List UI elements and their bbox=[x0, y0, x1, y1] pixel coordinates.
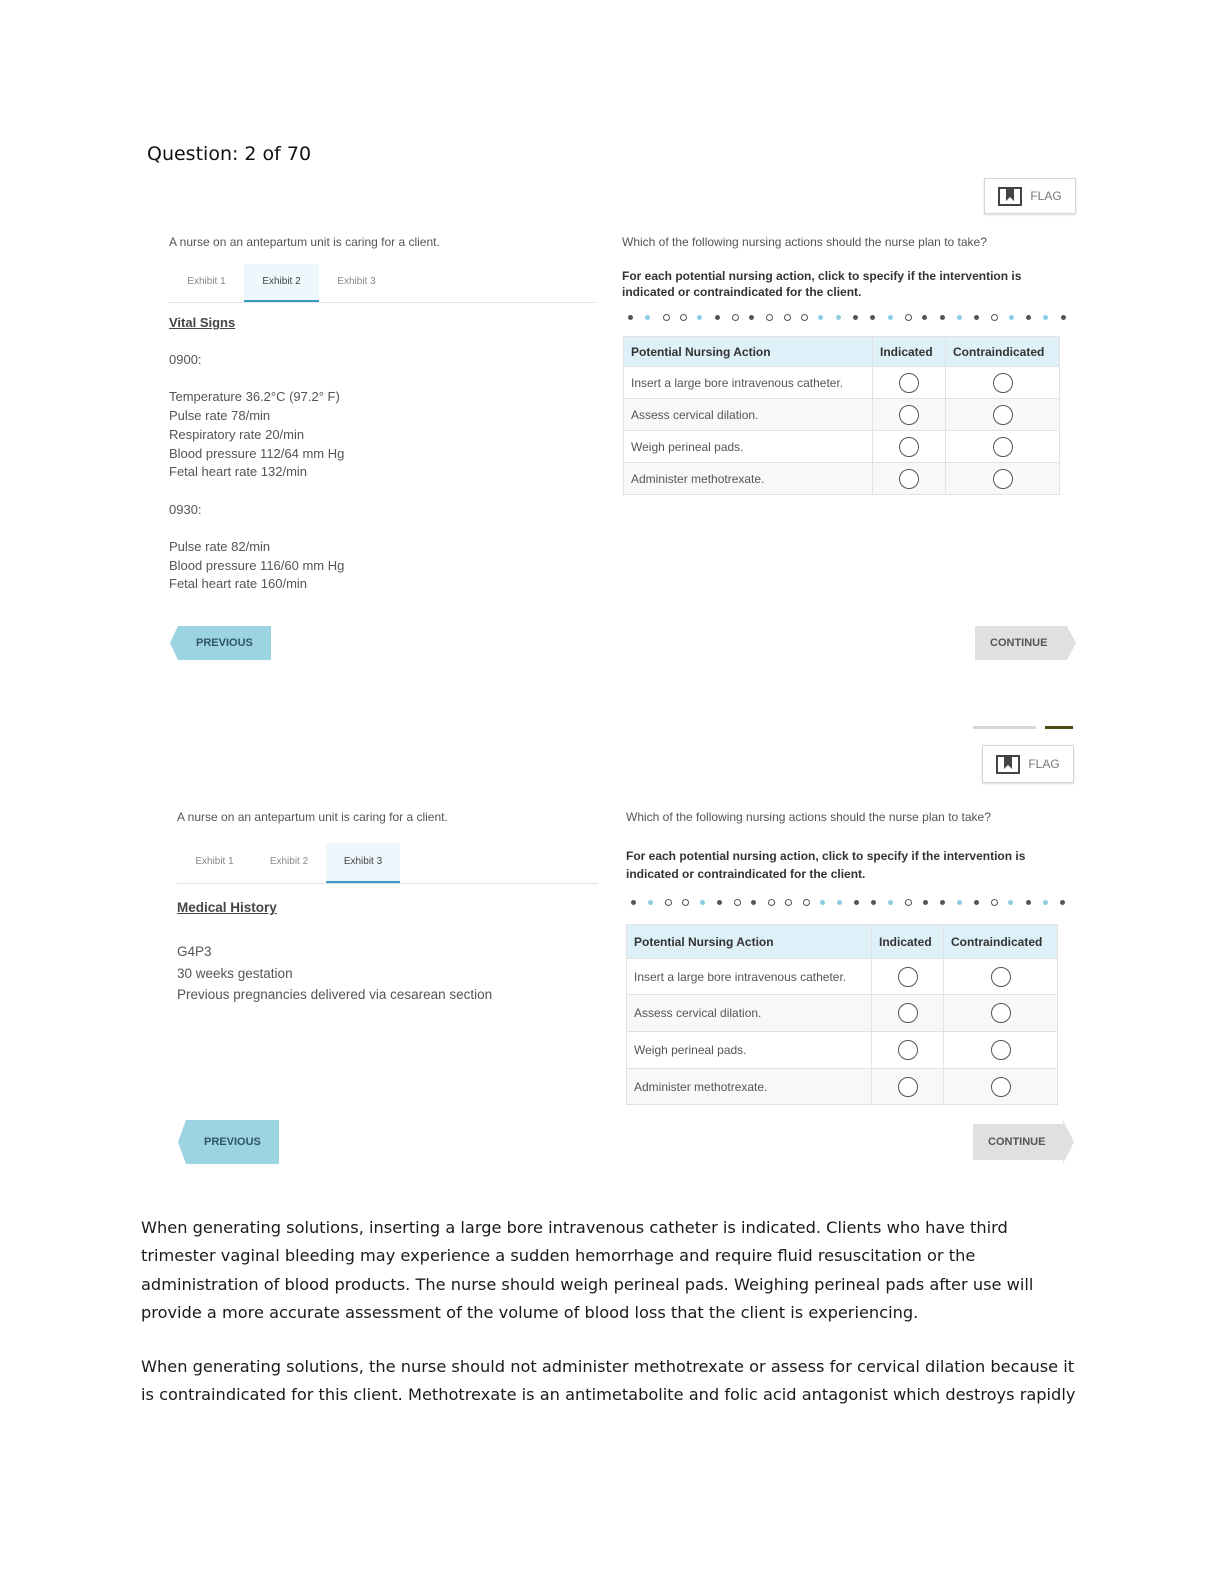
progress-dot bbox=[749, 315, 754, 320]
progress-dot bbox=[801, 314, 808, 321]
indicated-cell bbox=[873, 399, 946, 431]
previous-label: PREVIOUS bbox=[204, 1136, 261, 1148]
progress-dot bbox=[631, 900, 636, 905]
indicated-radio[interactable] bbox=[898, 1040, 918, 1060]
progress-dot bbox=[768, 899, 775, 906]
progress-dot bbox=[1060, 900, 1065, 905]
exhibit-line: Pulse rate 82/min bbox=[169, 539, 271, 555]
progress-dot bbox=[905, 899, 912, 906]
exhibit-content bbox=[169, 351, 344, 594]
progress-dot bbox=[974, 315, 979, 320]
exhibit-tabs bbox=[169, 264, 596, 303]
question-text: Which of the following nursing actions should the nurse plan to take? bbox=[626, 810, 991, 824]
progress-dot bbox=[837, 900, 842, 905]
progress-dot bbox=[836, 315, 841, 320]
contraindicated-radio[interactable] bbox=[991, 1040, 1011, 1060]
progress-dot bbox=[991, 314, 998, 321]
indicated-cell bbox=[873, 367, 946, 399]
indicated-cell bbox=[872, 959, 944, 995]
progress-dot bbox=[957, 315, 962, 320]
progress-dot bbox=[1009, 315, 1014, 320]
table-row bbox=[627, 1032, 1058, 1069]
action-label: Weigh perineal pads. bbox=[624, 431, 873, 463]
previous-button[interactable] bbox=[178, 1120, 279, 1164]
tab-exhibit-3[interactable]: Exhibit 3 bbox=[337, 276, 376, 287]
table-row bbox=[624, 399, 1060, 431]
flag-button[interactable] bbox=[982, 745, 1074, 783]
indicated-cell bbox=[872, 1069, 944, 1105]
separator-line bbox=[973, 726, 1036, 729]
exhibit-line: Respiratory rate 20/min bbox=[169, 426, 305, 442]
progress-dot bbox=[940, 315, 945, 320]
separator-line-dark bbox=[1045, 726, 1073, 729]
exhibit-content bbox=[177, 941, 492, 1006]
contraindicated-cell bbox=[944, 959, 1058, 995]
indicated-radio[interactable] bbox=[898, 1003, 918, 1023]
exhibit-line bbox=[169, 482, 344, 501]
progress-dot bbox=[922, 315, 927, 320]
exhibit-line: Blood pressure 116/60 mm Hg bbox=[169, 557, 345, 573]
contraindicated-radio[interactable] bbox=[991, 1077, 1011, 1097]
progress-dot bbox=[888, 315, 893, 320]
progress-dot bbox=[853, 315, 858, 320]
indicated-radio[interactable] bbox=[899, 405, 919, 425]
progress-dot bbox=[648, 900, 653, 905]
indicated-radio[interactable] bbox=[898, 1077, 918, 1097]
progress-dot bbox=[1043, 900, 1048, 905]
exhibit-line: Temperature 36.2°C (97.2° F) bbox=[169, 389, 340, 405]
question-stem: A nurse on an antepartum unit is caring for a client. bbox=[177, 810, 448, 824]
action-label: Administer methotrexate. bbox=[624, 463, 873, 495]
progress-dots bbox=[631, 899, 1077, 907]
exhibit-line: 0900: bbox=[169, 352, 202, 367]
progress-dot bbox=[820, 900, 825, 905]
exhibit-line: Blood pressure 112/64 mm Hg bbox=[169, 445, 345, 461]
progress-dot bbox=[818, 315, 823, 320]
progress-dot bbox=[888, 900, 893, 905]
continue-button[interactable] bbox=[973, 1120, 1074, 1164]
table-row bbox=[624, 431, 1060, 463]
progress-dot bbox=[715, 315, 720, 320]
action-label: Weigh perineal pads. bbox=[627, 1032, 872, 1069]
progress-dot bbox=[871, 900, 876, 905]
question-stem: A nurse on an antepartum unit is caring for a client. bbox=[169, 235, 440, 249]
contraindicated-radio[interactable] bbox=[993, 405, 1013, 425]
contraindicated-radio[interactable] bbox=[991, 1003, 1011, 1023]
bookmark-flag-icon bbox=[998, 186, 1022, 206]
contraindicated-cell bbox=[946, 399, 1060, 431]
tab-exhibit-1[interactable]: Exhibit 1 bbox=[195, 856, 234, 867]
contraindicated-cell bbox=[946, 367, 1060, 399]
instruction-text: For each potential nursing action, click to specify if the intervention is indicated or contraindicated for the client. bbox=[626, 849, 1026, 881]
progress-dot bbox=[905, 314, 912, 321]
question-counter: Question: 2 of 70 bbox=[147, 143, 312, 165]
progress-dot bbox=[732, 314, 739, 321]
instruction-text: For each potential nursing action, click to specify if the intervention is indicated or contraindicated for the client. bbox=[622, 269, 1022, 299]
action-label: Assess cervical dilation. bbox=[624, 399, 873, 431]
rationale-paragraph-2: When generating solutions, the nurse should not administer methotrexate or assess for cervical dilation because it is contraindicated for this client. Methotrexate is an antimetabolite and folic acid antagonist which destroys rapidly bbox=[141, 1357, 1076, 1405]
column-header-action: Potential Nursing Action bbox=[627, 925, 872, 959]
column-header-action: Potential Nursing Action bbox=[624, 337, 873, 367]
nursing-action-table bbox=[626, 924, 1058, 1105]
progress-dot bbox=[854, 900, 859, 905]
progress-dot bbox=[803, 899, 810, 906]
flag-button[interactable] bbox=[984, 178, 1076, 214]
progress-dot bbox=[923, 900, 928, 905]
exhibit-line: 0930: bbox=[169, 501, 202, 517]
previous-label: PREVIOUS bbox=[196, 637, 253, 649]
progress-dot bbox=[991, 899, 998, 906]
table-row bbox=[627, 959, 1058, 995]
progress-dot bbox=[751, 900, 756, 905]
tab-exhibit-3[interactable]: Exhibit 3 bbox=[326, 843, 400, 883]
action-label: Assess cervical dilation. bbox=[627, 995, 872, 1032]
previous-button[interactable] bbox=[170, 626, 271, 660]
progress-dot bbox=[974, 900, 979, 905]
indicated-cell bbox=[873, 431, 946, 463]
exhibit-line: Pulse rate 78/min bbox=[169, 408, 271, 424]
exhibit-line: Fetal heart rate 132/min bbox=[169, 464, 308, 480]
table-row bbox=[627, 1069, 1058, 1105]
bookmark-flag-icon bbox=[996, 754, 1020, 774]
table-row bbox=[627, 995, 1058, 1032]
rationale-paragraph-1: When generating solutions, inserting a large bore intravenous catheter is indicated. Clients who have third trimester vaginal bleeding may experience a sudden hemorrhage and require fluid resuscitation or the administration of blood products. The nurse should weigh perineal pads. Weighing perineal pads after use will provide a more accurate assessment of the volume of blood loss that the client is experiencing. bbox=[141, 1218, 1034, 1322]
progress-dot bbox=[1043, 315, 1048, 320]
progress-dot bbox=[663, 314, 670, 321]
contraindicated-radio[interactable] bbox=[993, 469, 1013, 489]
tab-exhibit-2[interactable]: Exhibit 2 bbox=[244, 264, 319, 302]
indicated-cell bbox=[872, 995, 944, 1032]
nursing-action-table bbox=[623, 336, 1060, 495]
progress-dot bbox=[1061, 315, 1066, 320]
exhibit-line: Previous pregnancies delivered via cesarean section bbox=[177, 987, 493, 1002]
progress-dot bbox=[766, 314, 773, 321]
column-header-indicated: Indicated bbox=[873, 337, 946, 367]
exhibit-section-title: Medical History bbox=[177, 900, 277, 915]
progress-dot bbox=[940, 900, 945, 905]
contraindicated-cell bbox=[944, 1032, 1058, 1069]
progress-dot bbox=[700, 900, 705, 905]
action-label: Insert a large bore intravenous catheter. bbox=[624, 367, 873, 399]
flag-label: FLAG bbox=[1028, 757, 1060, 771]
tab-exhibit-2[interactable]: Exhibit 2 bbox=[269, 856, 309, 867]
exhibit-line: 30 weeks gestation bbox=[177, 965, 293, 981]
indicated-radio[interactable] bbox=[899, 373, 919, 393]
progress-dot bbox=[785, 899, 792, 906]
progress-dot bbox=[957, 900, 962, 905]
progress-dot bbox=[1026, 315, 1031, 320]
table-row bbox=[624, 463, 1060, 495]
exhibit-line: Fetal heart rate 160/min bbox=[169, 576, 308, 592]
continue-label: CONTINUE bbox=[988, 1136, 1046, 1148]
exhibit-tabs bbox=[177, 843, 598, 884]
progress-dot bbox=[645, 315, 650, 320]
indicated-cell bbox=[873, 463, 946, 495]
flag-label: FLAG bbox=[1030, 189, 1062, 203]
column-header-contraindicated: Contraindicated bbox=[944, 925, 1058, 959]
progress-dot bbox=[870, 315, 875, 320]
question-text: Which of the following nursing actions should the nurse plan to take? bbox=[622, 235, 987, 249]
tab-exhibit-1[interactable]: Exhibit 1 bbox=[187, 276, 226, 287]
indicated-cell bbox=[872, 1032, 944, 1069]
contraindicated-radio[interactable] bbox=[991, 967, 1011, 987]
progress-dot bbox=[682, 899, 689, 906]
progress-dot bbox=[784, 314, 791, 321]
contraindicated-cell bbox=[944, 1069, 1058, 1105]
action-label: Insert a large bore intravenous catheter. bbox=[627, 959, 872, 995]
table-row bbox=[624, 367, 1060, 399]
progress-dot bbox=[628, 315, 633, 320]
exhibit-line bbox=[169, 519, 344, 538]
progress-dot bbox=[665, 899, 672, 906]
progress-dots bbox=[628, 314, 1078, 322]
contraindicated-cell bbox=[946, 431, 1060, 463]
progress-dot bbox=[734, 899, 741, 906]
action-label: Administer methotrexate. bbox=[627, 1069, 872, 1105]
progress-dot bbox=[697, 315, 702, 320]
indicated-radio[interactable] bbox=[899, 469, 919, 489]
indicated-radio[interactable] bbox=[899, 437, 919, 457]
exhibit-section-title: Vital Signs bbox=[169, 315, 236, 330]
contraindicated-cell bbox=[946, 463, 1060, 495]
progress-dot bbox=[1008, 900, 1013, 905]
progress-dot bbox=[717, 900, 722, 905]
indicated-radio[interactable] bbox=[898, 967, 918, 987]
contraindicated-radio[interactable] bbox=[993, 437, 1013, 457]
column-header-indicated: Indicated bbox=[872, 925, 944, 959]
contraindicated-cell bbox=[944, 995, 1058, 1032]
exhibit-line: G4P3 bbox=[177, 944, 212, 959]
continue-button[interactable] bbox=[975, 626, 1076, 660]
progress-dot bbox=[1026, 900, 1031, 905]
progress-dot bbox=[680, 314, 687, 321]
exhibit-line bbox=[169, 370, 344, 389]
contraindicated-radio[interactable] bbox=[993, 373, 1013, 393]
column-header-contraindicated: Contraindicated bbox=[946, 337, 1060, 367]
continue-label: CONTINUE bbox=[990, 637, 1048, 649]
